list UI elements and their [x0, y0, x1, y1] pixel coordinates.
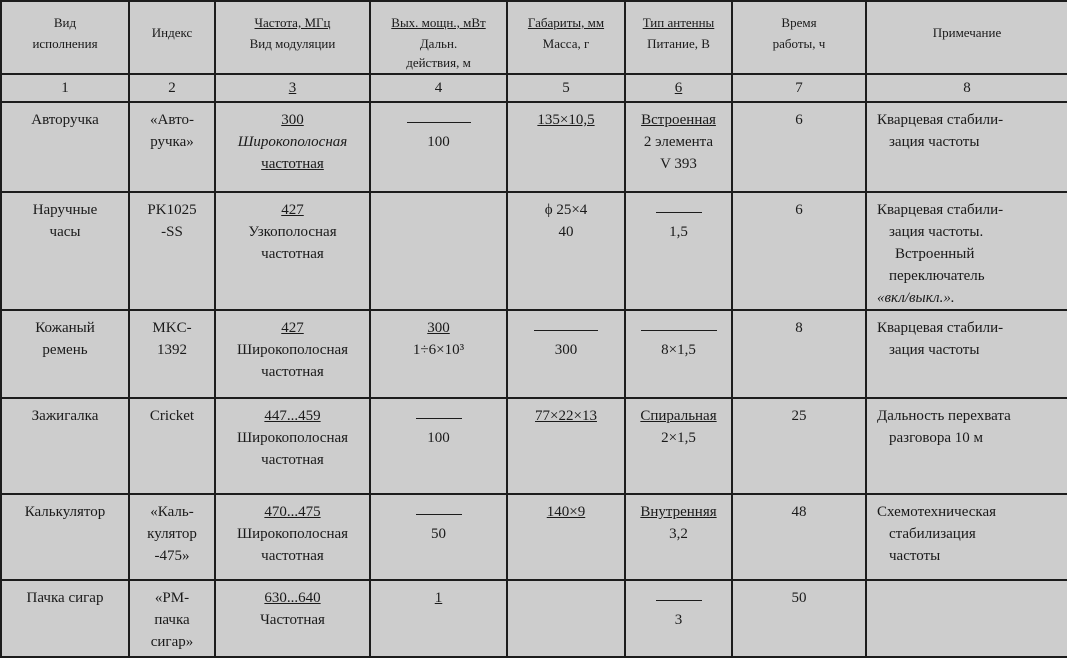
cell-time: 6: [732, 192, 866, 310]
cell-index: «Каль- кулятор -475»: [129, 494, 215, 580]
cell-index: Cricket: [129, 398, 215, 494]
column-number: 5: [507, 74, 625, 102]
cell-time: 48: [732, 494, 866, 580]
cell-kind: Пачка сигар: [1, 580, 129, 657]
blank-antenna-line: [641, 330, 717, 331]
blank-power-line: [407, 122, 471, 123]
cell-antenna: 3: [625, 580, 732, 657]
table-row: [1, 310, 1067, 398]
cell-kind: Зажигалка: [1, 398, 129, 494]
cell-note: Схемотехническая стабилизация частоты: [866, 494, 1067, 580]
cell-frequency: 447...459 Широкополосная частотная: [215, 398, 370, 494]
table-row: [1, 494, 1067, 580]
table-row: [1, 580, 1067, 657]
cell-note: [866, 580, 1067, 657]
column-number-row: [1, 74, 1067, 102]
table-row: [1, 192, 1067, 310]
cell-dimensions: 135×10,5: [507, 102, 625, 192]
header-power-range: Вых. мощн., мВт Дальн. действия, м: [370, 1, 507, 74]
table-row: [1, 102, 1067, 192]
cell-frequency: 427 Узкополосная частотная: [215, 192, 370, 310]
cell-dimensions: [507, 580, 625, 657]
cell-antenna: 1,5: [625, 192, 732, 310]
blank-antenna-line: [656, 212, 702, 213]
cell-antenna: Внутренняя 3,2: [625, 494, 732, 580]
cell-dimensions: 77×22×13: [507, 398, 625, 494]
cell-antenna: 8×1,5: [625, 310, 732, 398]
cell-power-range: 50: [370, 494, 507, 580]
cell-note: Кварцевая стабили- зация частоты. Встроенный переключатель «вкл/выкл.».: [866, 192, 1067, 310]
cell-antenna: Встроенная 2 элемента V 393: [625, 102, 732, 192]
cell-note: Кварцевая стабили- зация частоты: [866, 102, 1067, 192]
header-time: Время работы, ч: [732, 1, 866, 74]
table-row: [1, 398, 1067, 494]
cell-frequency: 427 Широкополосная частотная: [215, 310, 370, 398]
cell-kind: Авторучка: [1, 102, 129, 192]
cell-antenna: Спиральная 2×1,5: [625, 398, 732, 494]
column-number: 8: [866, 74, 1067, 102]
cell-time: 8: [732, 310, 866, 398]
cell-dimensions: ϕ 25×4 40: [507, 192, 625, 310]
column-number: 1: [1, 74, 129, 102]
cell-index: MKC- 1392: [129, 310, 215, 398]
cell-power-range: 1: [370, 580, 507, 657]
cell-index: «Авто- ручка»: [129, 102, 215, 192]
cell-time: 50: [732, 580, 866, 657]
cell-power-range: 300 1÷6×10³: [370, 310, 507, 398]
blank-power-line: [416, 418, 462, 419]
cell-note: Дальность перехвата разговора 10 м: [866, 398, 1067, 494]
column-number: 2: [129, 74, 215, 102]
cell-time: 6: [732, 102, 866, 192]
column-number: 6: [625, 74, 732, 102]
cell-power-range: 100: [370, 398, 507, 494]
cell-dimensions: 140×9: [507, 494, 625, 580]
blank-power-line: [416, 514, 462, 515]
cell-frequency: 470...475 Широкополосная частотная: [215, 494, 370, 580]
cell-kind: Калькулятор: [1, 494, 129, 580]
cell-frequency: 300 Широкополосная частотная: [215, 102, 370, 192]
cell-index: PK1025 -SS: [129, 192, 215, 310]
header-note: Примечание: [866, 1, 1067, 74]
cell-kind: Кожаный ремень: [1, 310, 129, 398]
header-index: Индекс: [129, 1, 215, 74]
blank-dimensions-line: [534, 330, 598, 331]
cell-index: «РМ- пачка сигар»: [129, 580, 215, 657]
cell-dimensions: 300: [507, 310, 625, 398]
cell-frequency: 630...640 Частотная: [215, 580, 370, 657]
blank-antenna-line: [656, 600, 702, 601]
cell-kind: Наручные часы: [1, 192, 129, 310]
header-row: [1, 1, 1067, 74]
column-number: 4: [370, 74, 507, 102]
header-dimensions: Габариты, мм Масса, г: [507, 1, 625, 74]
cell-power-range: [370, 192, 507, 310]
cell-time: 25: [732, 398, 866, 494]
cell-power-range: 100: [370, 102, 507, 192]
column-number: 3: [215, 74, 370, 102]
header-kind: Вид исполнения: [1, 1, 129, 74]
column-number: 7: [732, 74, 866, 102]
header-antenna: Тип антенны Питание, В: [625, 1, 732, 74]
header-frequency: Частота, МГц Вид модуляции: [215, 1, 370, 74]
cell-note: Кварцевая стабили- зация частоты: [866, 310, 1067, 398]
